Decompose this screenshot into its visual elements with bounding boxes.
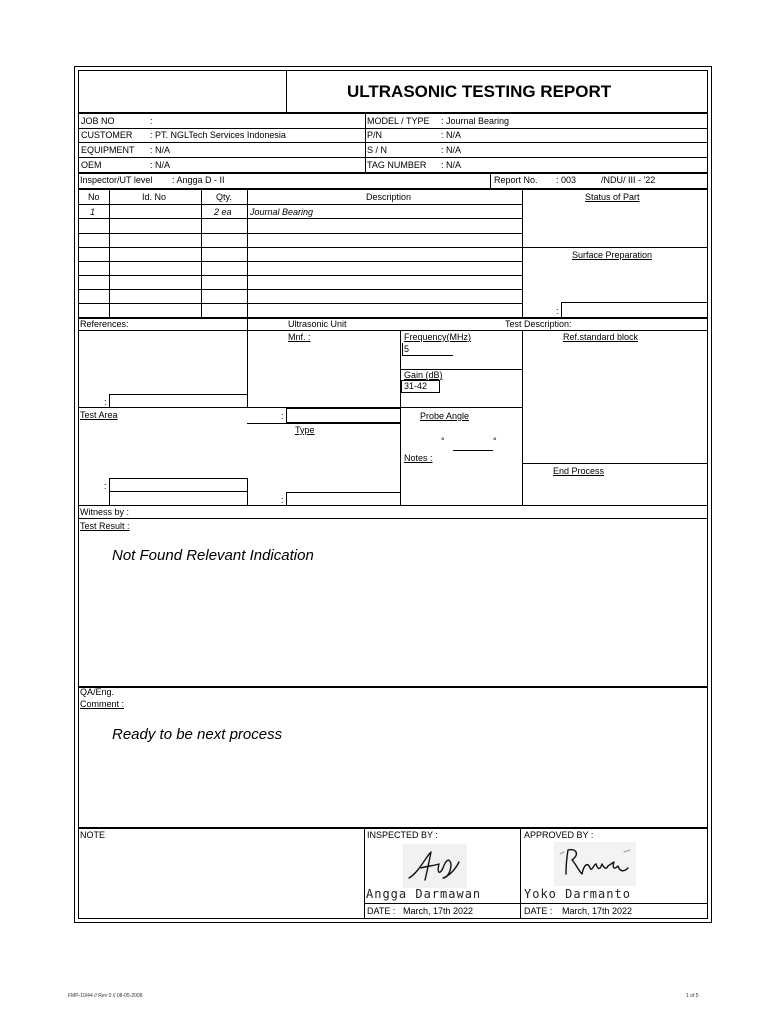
oem-value: : N/A bbox=[150, 160, 171, 170]
report-no-value: : 003 bbox=[556, 175, 577, 185]
inspected-date-label: DATE : bbox=[367, 906, 396, 916]
row-line bbox=[78, 218, 522, 219]
col-line bbox=[247, 189, 248, 406]
customer-value: : PT. NGLTech Services Indonesia bbox=[150, 130, 286, 140]
references-colon: : bbox=[104, 397, 107, 407]
approver-signature-icon bbox=[554, 842, 636, 886]
col-line bbox=[364, 827, 365, 919]
approved-date: March, 17th 2022 bbox=[562, 906, 633, 916]
probe-degree-2: ° bbox=[493, 436, 497, 446]
sn-value: : N/A bbox=[441, 145, 462, 155]
frequency-field-edge bbox=[402, 343, 403, 355]
probe-angle-underline bbox=[453, 450, 493, 451]
tag-value: : N/A bbox=[441, 160, 462, 170]
type-field-colon: : bbox=[281, 495, 284, 505]
page-number: 1 of 5 bbox=[686, 993, 699, 999]
note-label: NOTE bbox=[80, 830, 106, 840]
row-line bbox=[364, 903, 708, 904]
col-line bbox=[522, 189, 523, 317]
row-line bbox=[78, 518, 708, 519]
equipment-value: : N/A bbox=[150, 145, 171, 155]
row-line bbox=[78, 157, 708, 158]
inspector-name: Angga Darmawan bbox=[366, 887, 482, 901]
gain-value: 31-42 bbox=[404, 381, 428, 391]
row-line bbox=[78, 188, 708, 190]
pn-label: P/N bbox=[367, 130, 383, 140]
ultrasonic-unit-label: Ultrasonic Unit bbox=[288, 319, 347, 329]
row-line bbox=[78, 128, 708, 129]
row-line bbox=[522, 463, 708, 464]
col-line bbox=[201, 189, 202, 317]
model-value: : Journal Bearing bbox=[441, 116, 510, 126]
row-line bbox=[78, 289, 522, 290]
type-colon: : bbox=[281, 411, 284, 421]
inspector-label: Inspector/UT level bbox=[80, 175, 153, 185]
row-line bbox=[78, 172, 708, 174]
ut-unit-field bbox=[286, 408, 401, 423]
equipment-label: EQUIPMENT bbox=[81, 145, 135, 155]
inspector-value: : Angga D - II bbox=[172, 175, 225, 185]
col-header-no: No bbox=[88, 192, 100, 202]
row-line bbox=[78, 261, 522, 262]
end-process-label: End Process bbox=[553, 466, 605, 476]
references-label: References: bbox=[80, 319, 129, 329]
col-header-qty: Qty. bbox=[216, 192, 232, 202]
tag-label: TAG NUMBER bbox=[367, 160, 427, 170]
approver-name: Yoko Darmanto bbox=[524, 887, 631, 901]
row-line bbox=[78, 204, 522, 205]
inspected-by-label: INSPECTED BY : bbox=[367, 830, 438, 840]
test-area-field-2 bbox=[109, 491, 248, 506]
item-qty: 2 ea bbox=[214, 207, 232, 217]
inspector-signature-icon bbox=[403, 844, 467, 888]
item-no: 1 bbox=[90, 207, 96, 217]
pn-value: : N/A bbox=[441, 130, 462, 140]
test-result-text: Not Found Relevant Indication bbox=[112, 547, 314, 564]
row-line bbox=[78, 142, 708, 143]
report-no-suffix: /NDU/ III - '22 bbox=[601, 175, 656, 185]
customer-label: CUSTOMER bbox=[81, 130, 133, 140]
row-line bbox=[78, 275, 522, 276]
row-line bbox=[78, 827, 708, 829]
test-result-label: Test Result : bbox=[80, 521, 130, 531]
surface-preparation-label: Surface Preparation bbox=[572, 250, 653, 260]
approved-date-label: DATE : bbox=[524, 906, 553, 916]
ref-standard-block-label: Ref.standard block bbox=[563, 332, 639, 342]
form-code: FMP-10/44 // Rev 0 // 08-05-2008 bbox=[68, 993, 143, 999]
row-line bbox=[78, 330, 708, 331]
title-bottom-line bbox=[78, 112, 708, 114]
row-line bbox=[78, 247, 708, 248]
notes-label: Notes : bbox=[404, 453, 433, 463]
col-header-description: Description bbox=[366, 192, 412, 202]
oem-label: OEM bbox=[81, 160, 102, 170]
type-field bbox=[286, 492, 401, 506]
col-header-id: Id. No bbox=[142, 192, 167, 202]
test-description-label: Test Description: bbox=[505, 319, 572, 329]
frequency-field-line bbox=[402, 355, 453, 356]
probe-degree-1: ° bbox=[441, 436, 445, 446]
sn-label: S / N bbox=[367, 145, 388, 155]
col-line bbox=[520, 827, 521, 919]
col-line bbox=[522, 330, 523, 506]
status-of-part-label: Status of Part bbox=[585, 192, 640, 202]
job-no-label: JOB NO bbox=[81, 116, 115, 126]
col-line bbox=[109, 189, 110, 317]
title-divider bbox=[286, 70, 287, 112]
header-divider bbox=[365, 113, 366, 172]
qa-eng-label: QA/Eng. bbox=[80, 687, 115, 697]
report-title: ULTRASONIC TESTING REPORT bbox=[347, 82, 612, 101]
probe-angle-label: Probe Angle bbox=[420, 411, 470, 421]
surface-preparation-field bbox=[561, 302, 708, 318]
approved-by-label: APPROVED BY : bbox=[524, 830, 594, 840]
row-line bbox=[78, 686, 708, 688]
surface-colon: : bbox=[556, 306, 559, 316]
comment-label: Comment : bbox=[80, 699, 125, 709]
item-description: Journal Bearing bbox=[250, 207, 314, 217]
report-no-label: Report No. bbox=[494, 175, 538, 185]
witness-label: Witness by : bbox=[80, 507, 130, 517]
comment-text: Ready to be next process bbox=[112, 726, 283, 743]
test-area-field-1 bbox=[109, 478, 248, 492]
row-line bbox=[247, 423, 400, 424]
frequency-label: Frequency(MHz) bbox=[404, 332, 472, 342]
test-area-colon: : bbox=[104, 481, 107, 491]
gain-label: Gain (dB) bbox=[404, 370, 443, 380]
inspected-date: March, 17th 2022 bbox=[403, 906, 474, 916]
job-no-value: : bbox=[150, 116, 153, 126]
manufacturer-label: Mnf. : bbox=[288, 332, 311, 342]
row-line bbox=[78, 303, 522, 304]
model-label: MODEL / TYPE bbox=[367, 116, 430, 126]
row-line bbox=[78, 233, 522, 234]
test-area-label: Test Area bbox=[80, 410, 118, 420]
type-label: Type bbox=[295, 425, 315, 435]
references-field bbox=[109, 394, 248, 408]
report-divider bbox=[490, 173, 491, 188]
frequency-value: 5 bbox=[404, 344, 410, 354]
